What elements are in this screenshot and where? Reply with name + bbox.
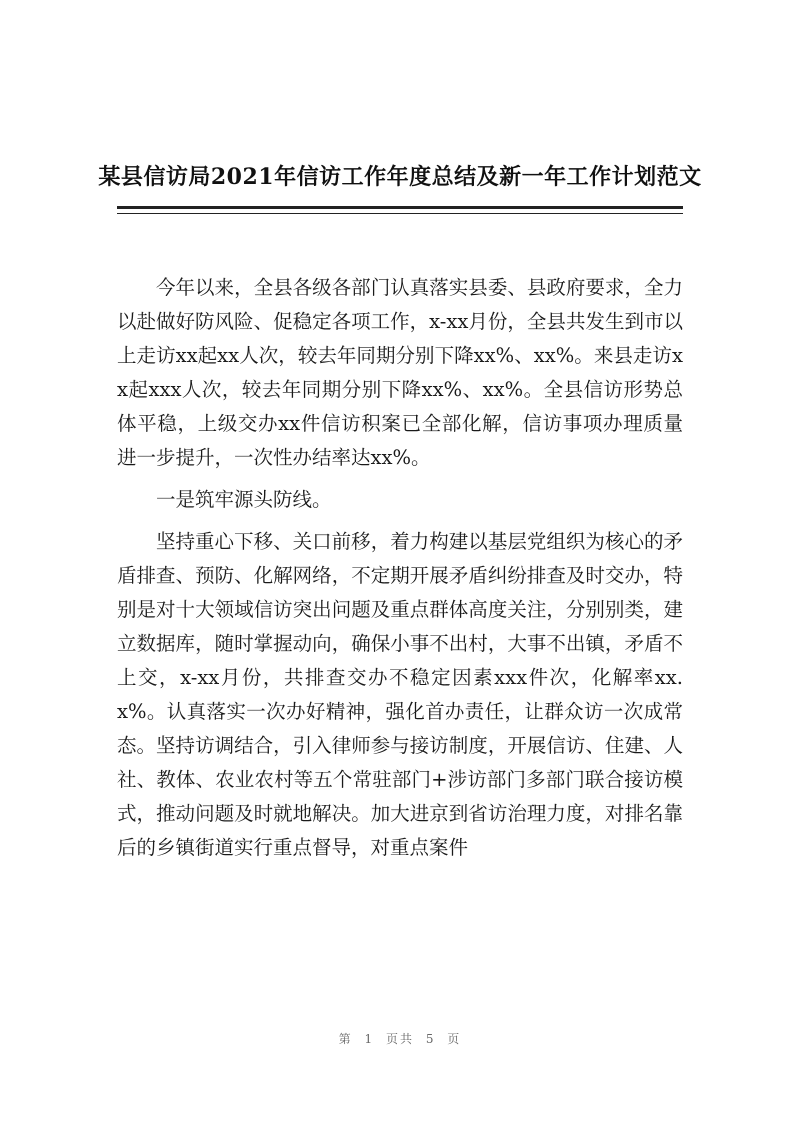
- footer-middle: 页共: [385, 1032, 414, 1046]
- footer-total-pages: 5: [425, 1032, 436, 1046]
- document-body: [117, 271, 683, 873]
- title-rule-thick: [117, 206, 683, 209]
- page-footer: [0, 1030, 800, 1047]
- footer-prefix: 第: [338, 1032, 353, 1046]
- paragraph-heading-1: 一是筑牢源头防线。: [156, 488, 332, 511]
- footer-suffix: 页: [447, 1032, 462, 1046]
- title-rule-thin: [117, 213, 683, 214]
- document-title: 某县信访局2021年信访工作年度总结及新一年工作计划范文: [98, 164, 702, 190]
- paragraph-detail: 坚持重心下移、关口前移，着力构建以基层党组织为核心的矛盾排查、预防、化解网络，不定期开展矛盾纠纷排查及时交办，特别是对十大领域信访突出问题及重点群体高度关注，分别别类，建立数据库，随时掌握动向，确保小事不出村，大事不出镇，矛盾不上交，x-xx月份，共排查交办不稳定因素xxx件次，化解率xx.x%。认真落实一次办好精神，强化首办责任，让群众访一次成常态。坚持访调结合，引入律师参与接访制度，开展信访、住建、人社、教体、农业农村等五个常驻部门+涉访部门多部门联合接访模式，推动问题及时就地解决。加大进京到省访治理力度，对排名靠后的乡镇街道实行重点督导，对重点案件: [117, 530, 683, 859]
- footer-page-number: 1: [364, 1032, 375, 1046]
- paragraph-intro: 今年以来，全县各级各部门认真落实县委、县政府要求，全力以赴做好防风险、促稳定各项工作，x-xx月份，全县共发生到市以上走访xx起xx人次，较去年同期分别下降xx%、xx%。来县走访xx起xxx人次，较去年同期分别下降xx%、xx%。全县信访形势总体平稳，上级交办xx件信访积案已全部化解，信访事项办理质量进一步提升，一次性办结率达xx%。: [117, 276, 683, 469]
